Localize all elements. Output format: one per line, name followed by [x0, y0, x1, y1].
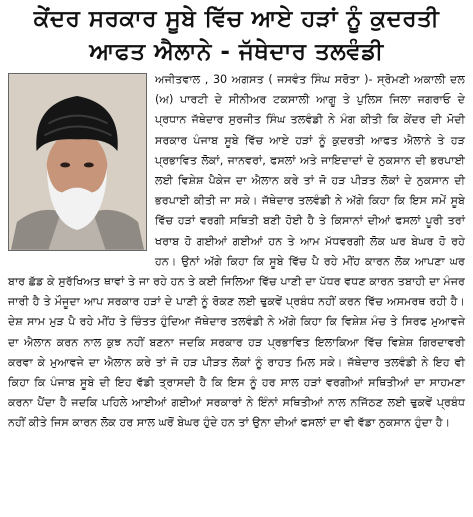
headline-line-2: ਆਫਤ ਐਲਾਨੇ - ਜੱਥੇਦਾਰ ਤਲਵੰਡੀ: [89, 39, 384, 65]
headline: [8, 3, 465, 69]
article-body: ਅਜੀਤਵਾਲ , 30 ਅਗਸਤ ( ਜਸਵੰਤ ਸਿੰਘ ਸਰੋਤਾ )- ਸ੍ਰੋਮਣੀ ਅਕਾਲੀ ਦਲ (ਅ) ਪਾਰਟੀ ਦੇ ਸੀਨੀਅਰ ਟਕਸਾਲੀ ਆਗੂ ਤੇ ਪੁਲਿਸ ਜਿਲਾ ਜਗਰਾਓ ਦੇ ਪ੍ਰਧਾਨ ਜੱਥੇਦਾਰ ਸੁਰਜੀਤ ਸਿੰਘ ਤਲਵੰਡੀ ਨੇ ਮੰਗ ਕੀਤੀ ਕਿ ਕੇਂਦਰ ਦੀ ਮੋਦੀ ਸਰਕਾਰ ਪੰਜਾਬ ਸੂਬੇ ਵਿੱਚ ਆਏ ਹੜਾਂ ਨੂੰ ਕੁਦਰਤੀ ਆਫਤ ਐਲਾਨੇ ਤੇ ਹੜ ਪ੍ਰਭਾਵਿਤ ਲੋਕਾਂ, ਜਾਨਵਰਾਂ, ਫਸਲਾਂ ਅਤੇ ਜਾਇਦਾਦਾਂ ਦੇ ਨੁਕਸਾਨ ਦੀ ਭਰਪਾਈ ਲਈ ਵਿਸ਼ੇਸ਼ ਪੈਕੇਜ ਦਾ ਐਲਾਨ ਕਰੇ ਤਾਂ ਜੋ ਹੜ ਪੀੜਤ ਲੋਕਾਂ ਦੇ ਨੁਕਸਾਨ ਦੀ ਭਰਪਾਈ ਕੀਤੀ ਜਾ ਸਕੇ। ਜੱਥੇਦਾਰ ਤਲਵੰਡੀ ਨੇ ਅੱਗੇ ਕਿਹਾ ਕਿ ਇਸ ਸਮੇਂ ਸੂਬੇ ਵਿੱਚ ਹੜਾਂ ਵਰਗੀ ਸਥਿਤੀ ਬਣੀ ਹੋਈ ਹੈ ਤੇ ਕਿਸਾਨਾਂ ਦੀਆਂ ਫਸਲਾਂ ਪੂਰੀ ਤਰਾਂ ਖਰਾਬ ਹੋ ਗਈਆਂ ਗਈਆਂ ਹਨ ਤੇ ਆਮ ਮੱਧਵਰਗੀ ਲੋਕ ਘਰ ਬੇਘਰ ਹੋ ਰਹੇ ਹਨ। ਉਨਾਂ ਅੱਗੇ ਕਿਹਾ ਕਿ ਸੂਬੇ ਵਿੱਚ ਪੈ ਰਹੇ ਮੀਂਹ ਕਾਰਨ ਲੋਕ ਆਪਣਾ ਘਰ ਬਾਰ ਛੱਡ ਕੇ ਸੁਰੱਖਿਅਤ ਥਾਵਾਂ ਤੇ ਜਾ ਰਹੇ ਹਨ ਤੇ ਕਈ ਜਿਲਿਆ ਵਿੱਚ ਪਾਣੀ ਦਾ ਪੱਧਰ ਵਧਣ ਕਾਰਨ ਤਬਾਹੀ ਦਾ ਮੰਜਰ ਜਾਰੀ ਹੈ ਤੇ ਮੌਜੂਦਾ ਆਪ ਸਰਕਾਰ ਹੜਾਂ ਦੇ ਪਾਣੀ ਨੂੰ ਰੋਕਣ ਲਈ ਢੁਕਵੇਂ ਪ੍ਰਬੰਧ ਨਹੀਂ ਕਰਨ ਵਿੱਚ ਅਸਮਰਥ ਰਹੀ ਹੈ। ਦੇਸ਼ ਸਾਮ ਮੁੜ ਪੈ ਰਹੇ ਮੀਂਹ ਤੇ ਚਿੰਤਤ ਹੁੰਦਿਆ ਜੱਥੇਦਾਰ ਤਲਵੰਡੀ ਨੇ ਅੱਗੇ ਕਿਹਾ ਕਿ ਵਿਸ਼ੇਸ਼ ਮੰਚ ਤੇ ਸਿਰਫ ਮੁਆਵਜੇ ਦਾ ਐਲਾਨ ਕਰਨ ਨਾਲ ਕੁਝ ਨਹੀਂ ਬਣਨਾ ਜਦਕਿ ਸਰਕਾਰ ਹੜ ਪ੍ਰਭਾਵਿਤ ਇਲਾਕਿਆ ਵਿੱਚ ਵਿਸ਼ੇਸ਼ ਗਿਰਦਾਵਰੀ ਕਰਵਾ ਕੇ ਮੁਆਵਜੇ ਦਾ ਐਲਾਨ ਕਰੇ ਤਾਂ ਜੋ ਹੜ ਪੀੜਤ ਲੋਕਾਂ ਨੂੰ ਰਾਹਤ ਮਿਲ ਸਕੇ। ਜੱਥੇਦਾਰ ਤਲਵੰਡੀ ਨੇ ਇਹ ਵੀ ਕਿਹਾ ਕਿ ਪੰਜਾਬ ਸੂਬੇ ਦੀ ਇਹ ਵੱਡੀ ਤ੍ਰਾਸਦੀ ਹੈ ਕਿ ਇਸ ਨੂੰ ਹਰ ਸਾਲ ਹੜਾਂ ਵਰਗੀਆਂ ਸਥਿਤੀਆਂ ਦਾ ਸਾਹਮਣਾ ਕਰਨਾ ਪੈਂਦਾ ਹੈ ਜਦਕਿ ਪਹਿਲੇ ਆਈਆਂ ਗਈਆਂ ਸਰਕਾਰਾਂ ਨੇ ਇੰਨਾਂ ਸਥਿਤੀਆਂ ਨਾਲ ਨਜਿੱਠਣ ਲਈ ਢੁਕਵੇਂ ਪ੍ਰਬੰਧ ਨਹੀਂ ਕੀਤੇ ਜਿਸ ਕਾਰਨ ਲੋਕ ਹਰ ਸਾਲ ਘਰੋਂ ਬੇਘਰ ਹੁੰਦੇ ਹਨ ਤਾਂ ਉਨਾ ਦੀਆਂ ਫਸਲਾਂ ਦਾ ਵੀ ਵੱਡਾ ਨੁਕਸਾਨ ਹੁੰਦਾ ਹੈ।: [8, 73, 465, 430]
person-portrait-icon: [9, 74, 146, 250]
headline-line-1: ਕੇਂਦਰ ਸਰਕਾਰ ਸੂਬੇ ਵਿੱਚ ਆਏ ਹੜਾਂ ਨੂੰ ਕੁਦਰਤੀ: [33, 6, 440, 32]
portrait-photo: [8, 73, 147, 251]
